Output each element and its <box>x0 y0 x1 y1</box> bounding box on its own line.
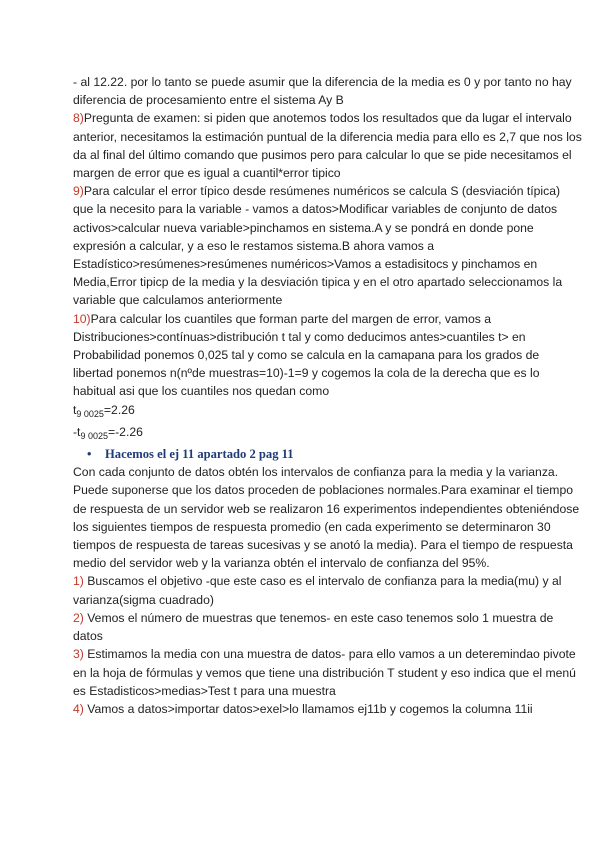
quantile-subscript: 9 0025 <box>80 430 108 441</box>
quantile-value: =2.26 <box>103 402 135 417</box>
item-number: 8) <box>73 111 84 126</box>
quantile-prefix: -t <box>73 424 81 439</box>
step-2 <box>73 609 582 645</box>
quantile-positive <box>73 401 582 423</box>
bullet-heading-text: Hacemos el ej 11 apartado 2 pag 11 <box>105 447 294 462</box>
item-number: 10) <box>73 311 91 326</box>
item-text: Buscamos el objetivo -que este caso es el intervalo de confianza para la media(mu) y al varianza(sigma cuadrado) <box>73 574 562 607</box>
exercise-paragraph: Con cada conjunto de datos obtén los intervalos de confianza para la media y la varianza. Puede suponerse que los datos proceden de poblaciones normales.Para examinar el tiempo de respuesta de un servidor web se realizaron 16 experimentos independientes obteniéndose los siguientes tiempos de respuesta promedio (en cada experimento se determinaron 30 tiempos de respuesta de tareas sucesivas y se anotó la media). Para el tiempo de respuesta medio del servidor web y la varianza obtén el intervalo de confianza del 95%. <box>73 465 580 571</box>
quantile-value: =-2.26 <box>107 424 143 439</box>
quantile-negative <box>73 423 582 445</box>
item-text: Vamos a datos>importar datos>exel>lo llamamos ej11b y cogemos la columna 11ii <box>83 701 533 716</box>
item-number: 9) <box>73 184 84 199</box>
item-number: 1) <box>73 574 84 589</box>
step-4 <box>73 700 582 718</box>
item-text: Para calcular el error típico desde resúmenes numéricos se calcula S (desviación típica) que la necesito para la variable - vamos a datos>Modificar variables de conjunto de datos activos>calcular nueva variable>pinchamos en sistema.A y se pondrá en donde pone expresión a calcular, y a eso le restamos sistema.B ahora vamos a Estadístico>resúmenes>resúmenes numéricos>Vamos a estadisitocs y pinchamos en Media,Error tipicp de la media y la desviación tipica y en el otro apartado seleccionamos la variable que calculamos anteriormente <box>73 184 563 308</box>
item-text: Pregunta de examen: si piden que anotemos todos los resultados que da lugar el intervalo anterior, necesitamos la estimación puntual de la diferencia media para ello es 2,7 que nos los da al final del último comando que pusimos pero para calcular lo que se pide necesitamos el margen de error que es igual a cuantil*error tipico <box>73 111 582 181</box>
quantile-prefix: t <box>73 402 77 417</box>
item-number: 3) <box>73 647 84 662</box>
item-9 <box>73 182 582 309</box>
item-text: Vemos el número de muestras que tenemos- en este caso tenemos solo 1 muestra de datos <box>73 610 554 644</box>
step-1 <box>73 572 582 608</box>
item-10 <box>73 310 582 401</box>
bullet-icon: • <box>87 447 92 462</box>
bullet-heading <box>73 445 582 463</box>
item-text: Para calcular los cuantiles que forman parte del margen de error, vamos a Distribuciones>contínuas>distribución t tal y como deducimos antes>cuantiles t> en Probabilidad ponemos 0,025 tal y como se calcula en la camapana para los grados de libertad ponemos n(nºde muestras=10)-1=9 y cogemos la cola de la derecha que es lo habitual asi que los cuantiles nos quedan como <box>73 311 540 399</box>
item-number: 2) <box>73 610 84 625</box>
item-text: Estimamos la media con una muestra de datos- para ello vamos a un deteremindao pivote en la hoja de fórmulas y vemos que tiene una distribución T student y eso indica que el menú es Estadisticos>medias>Test t para una muestra <box>73 647 576 698</box>
item-number: 4) <box>73 701 84 716</box>
step-3 <box>73 645 582 700</box>
intro-paragraph: - al 12.22. por lo tanto se puede asumir que la diferencia de la media es 0 y por tanto no hay diferencia de procesamiento entre el sistema Ay B <box>73 75 572 108</box>
quantile-subscript: 9 0025 <box>76 408 104 419</box>
item-8 <box>73 109 582 182</box>
